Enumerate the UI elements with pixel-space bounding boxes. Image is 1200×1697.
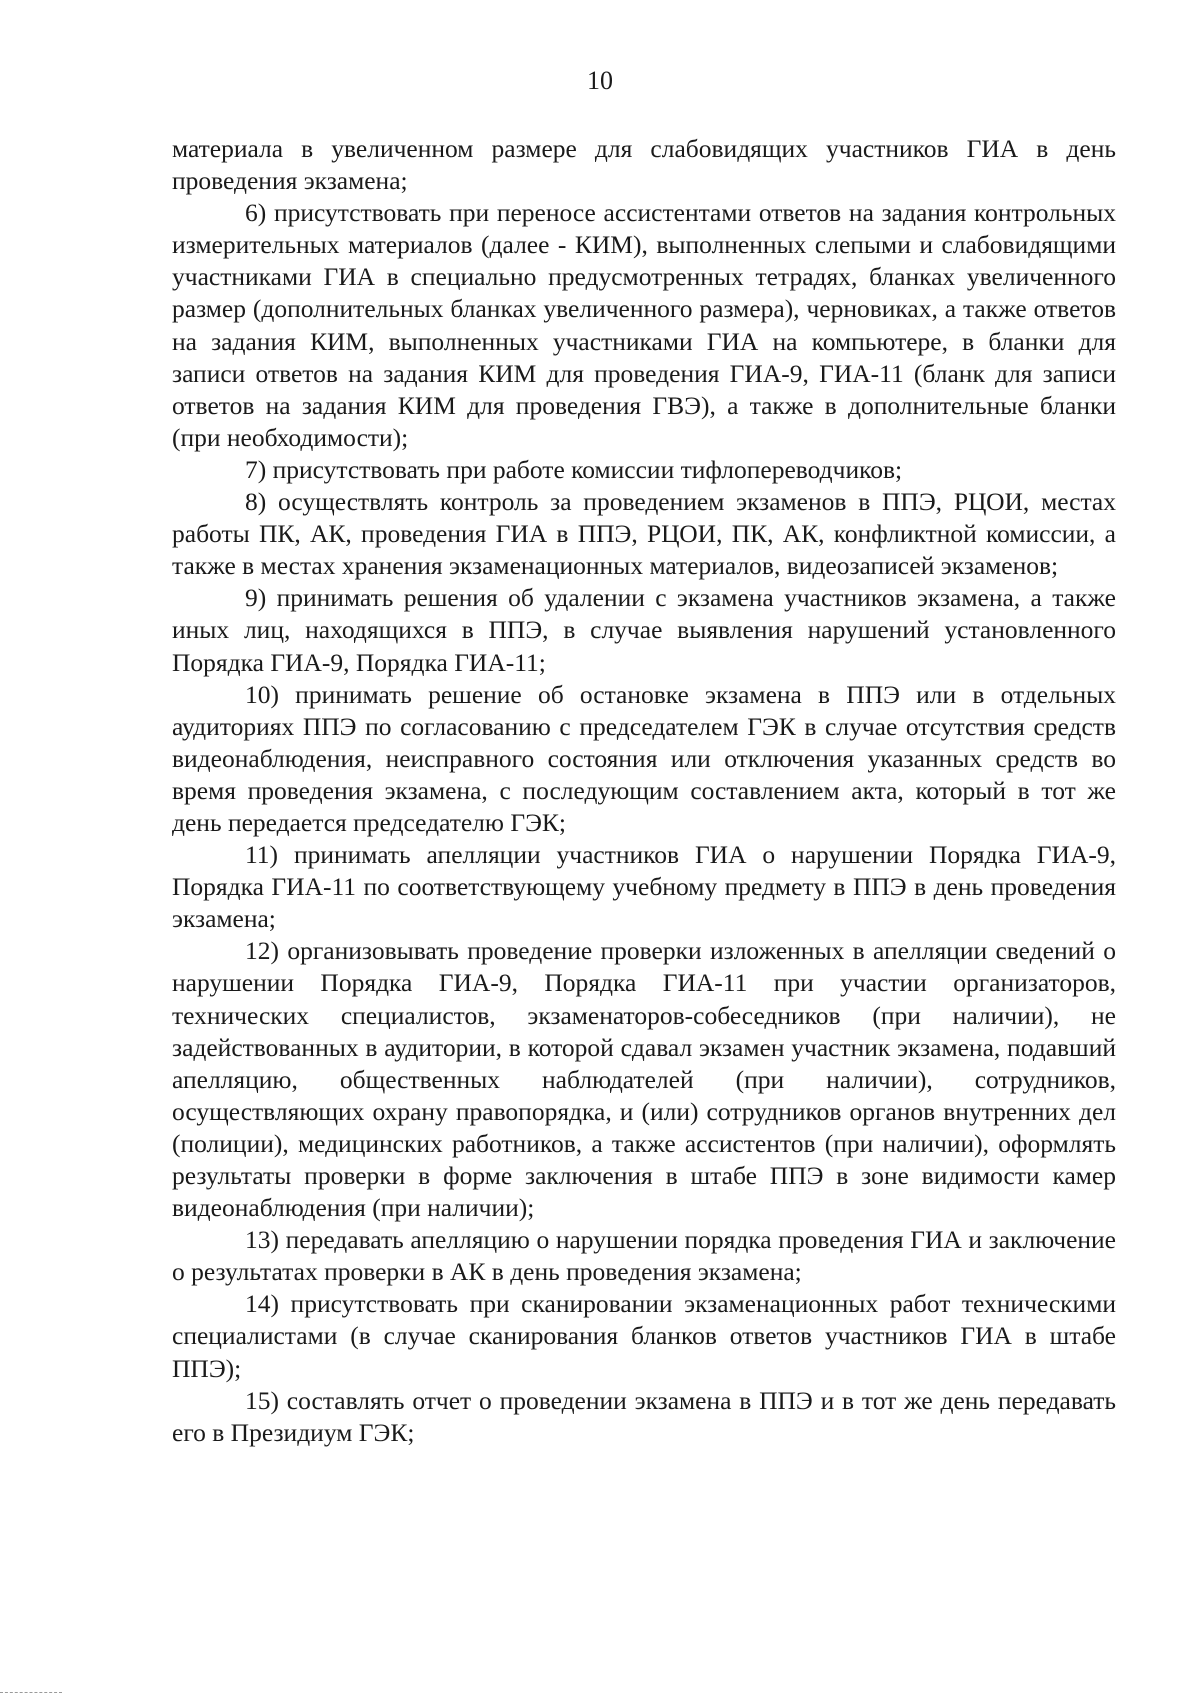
paragraph-item-7: 7) присутствовать при работе комиссии тифлопереводчиков; (245, 454, 903, 484)
scan-edge-line (0, 1692, 62, 1693)
paragraph-item-12: 12) организовывать проведение проверки изложенных в апелляции сведений о нарушении Порядка ГИА-9, Порядка ГИА-11 при участии организаторов, технических специалистов, экзаменаторов-собеседников (при наличии), не задействованных в аудитории, в которой сдавал экзамен участник экзамена, подавший апелляцию, общественных наблюдателей (при наличии), сотрудников, осуществляющих охрану правопорядка, и (или) сотрудников органов внутренних дел (полиции), медицинских работников, а также ассистентов (при наличии), оформлять результаты проверки в форме заключения в штабе ППЭ в зоне видимости камер видеонаблюдения (при наличии); (172, 936, 1116, 1223)
paragraph-item-13: 13) передавать апелляцию о нарушении порядка проведения ГИА и заключение о результатах проверки в АК в день проведения экзамена; (172, 1225, 1116, 1287)
paragraph-continuation: материала в увеличенном размере для слабовидящих участников ГИА в день проведения экзамена; (172, 134, 1116, 196)
paragraph-item-11: 11) принимать апелляции участников ГИА о нарушении Порядка ГИА-9, Порядка ГИА-11 по соответствующему учебному предмету в ППЭ в день проведения экзамена; (172, 840, 1116, 934)
paragraph-item-10: 10) принимать решение об остановке экзамена в ППЭ или в отдельных аудиториях ППЭ по согласованию с председателем ГЭК в случае отсутствия средств видеонаблюдения, неисправного состояния или отключения указанных средств во время проведения экзамена, с последующим составлением акта, который в тот же день передается председателю ГЭК; (172, 679, 1116, 837)
paragraph-item-6: 6) присутствовать при переносе ассистентами ответов на задания контрольных измерительных материалов (далее - КИМ), выполненных слепыми и слабовидящими участниками ГИА в специально предусмотренных тетрадях, бланках увеличенного размер (дополнительных бланках увеличенного размера), черновиках, а также ответов на задания КИМ, выполненных участниками ГИА на компьютере, в бланки для записи ответов на задания КИМ для проведения ГИА-9, ГИА-11 (бланк для записи ответов на задания КИМ для проведения ГВЭ), а также в дополнительные бланки (при необходимости); (172, 198, 1116, 452)
paragraph-item-15: 15) составлять отчет о проведении экзамена в ППЭ и в тот же день передавать его в Президиум ГЭК; (172, 1385, 1116, 1447)
page-number: 10 (587, 66, 613, 95)
paragraph-item-14: 14) присутствовать при сканировании экзаменационных работ техническими специалистами (в случае сканирования бланков ответов участников ГИА в штабе ППЭ); (172, 1289, 1116, 1383)
paragraph-item-9: 9) принимать решения об удалении с экзамена участников экзамена, а также иных лиц, находящихся в ППЭ, в случае выявления нарушений установленного Порядка ГИА-9, Порядка ГИА-11; (172, 583, 1116, 677)
document-body (172, 133, 1116, 1449)
paragraph-item-8: 8) осуществлять контроль за проведением экзаменов в ППЭ, РЦОИ, местах работы ПК, АК, проведения ГИА в ППЭ, РЦОИ, ПК, АК, конфликтной комиссии, а также в местах хранения экзаменационных материалов, видеозаписей экзаменов; (172, 487, 1116, 581)
